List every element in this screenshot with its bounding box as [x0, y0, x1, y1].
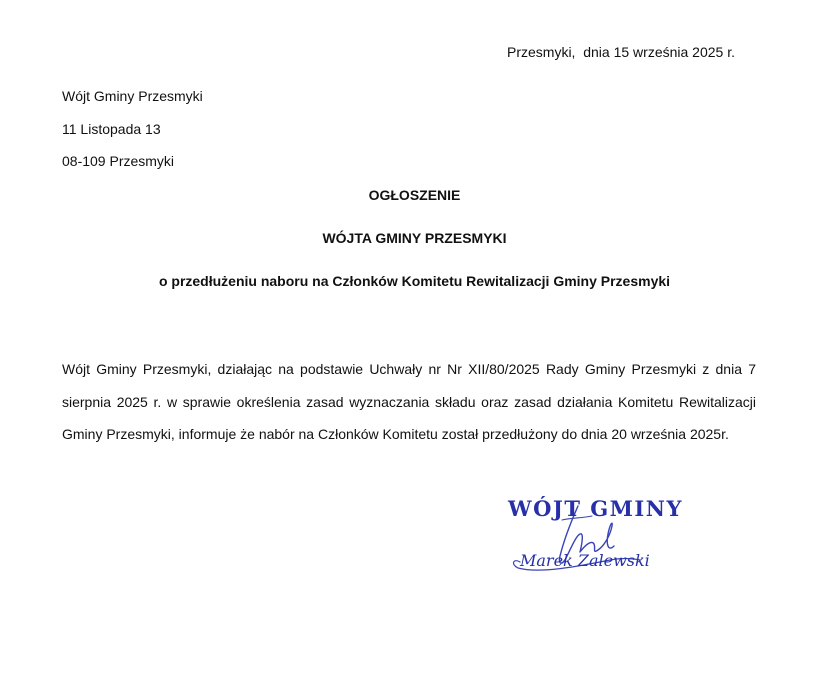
stamp-name: Marek Zalewski — [520, 551, 650, 570]
announcement-body: Wójt Gminy Przesmyki, działając na podstawie Uchwały nr Nr XII/80/2025 Rady Gminy Przesmyki z dnia 7 sierpnia 2025 r. w sprawie określenia zasad wyznaczania składu oraz zasad działania Komitetu Rewitalizacji Gminy Przesmyki, informuje że nabór na Członków Komitetu został przedłużony do dnia 20 września 2025r. — [62, 361, 756, 443]
sender-address — [62, 88, 203, 186]
document-subject: o przedłużeniu naboru na Członków Komitetu Rewitalizacji Gminy Przesmyki — [158, 273, 671, 289]
sender-street: 11 Listopada 13 — [62, 120, 161, 137]
document-issuer: WÓJTA GMINY PRZESMYKI — [322, 230, 507, 246]
stamp-title: WÓJT GMINY — [508, 496, 683, 521]
place-date: Przesmyki, dnia 15 września 2025 r. — [507, 44, 735, 60]
document-title: OGŁOSZENIE — [368, 187, 461, 203]
official-stamp — [500, 496, 683, 586]
sender-postal-city: 08-109 Przesmyki — [62, 153, 175, 169]
sender-name: Wójt Gminy Przesmyki — [62, 88, 203, 104]
